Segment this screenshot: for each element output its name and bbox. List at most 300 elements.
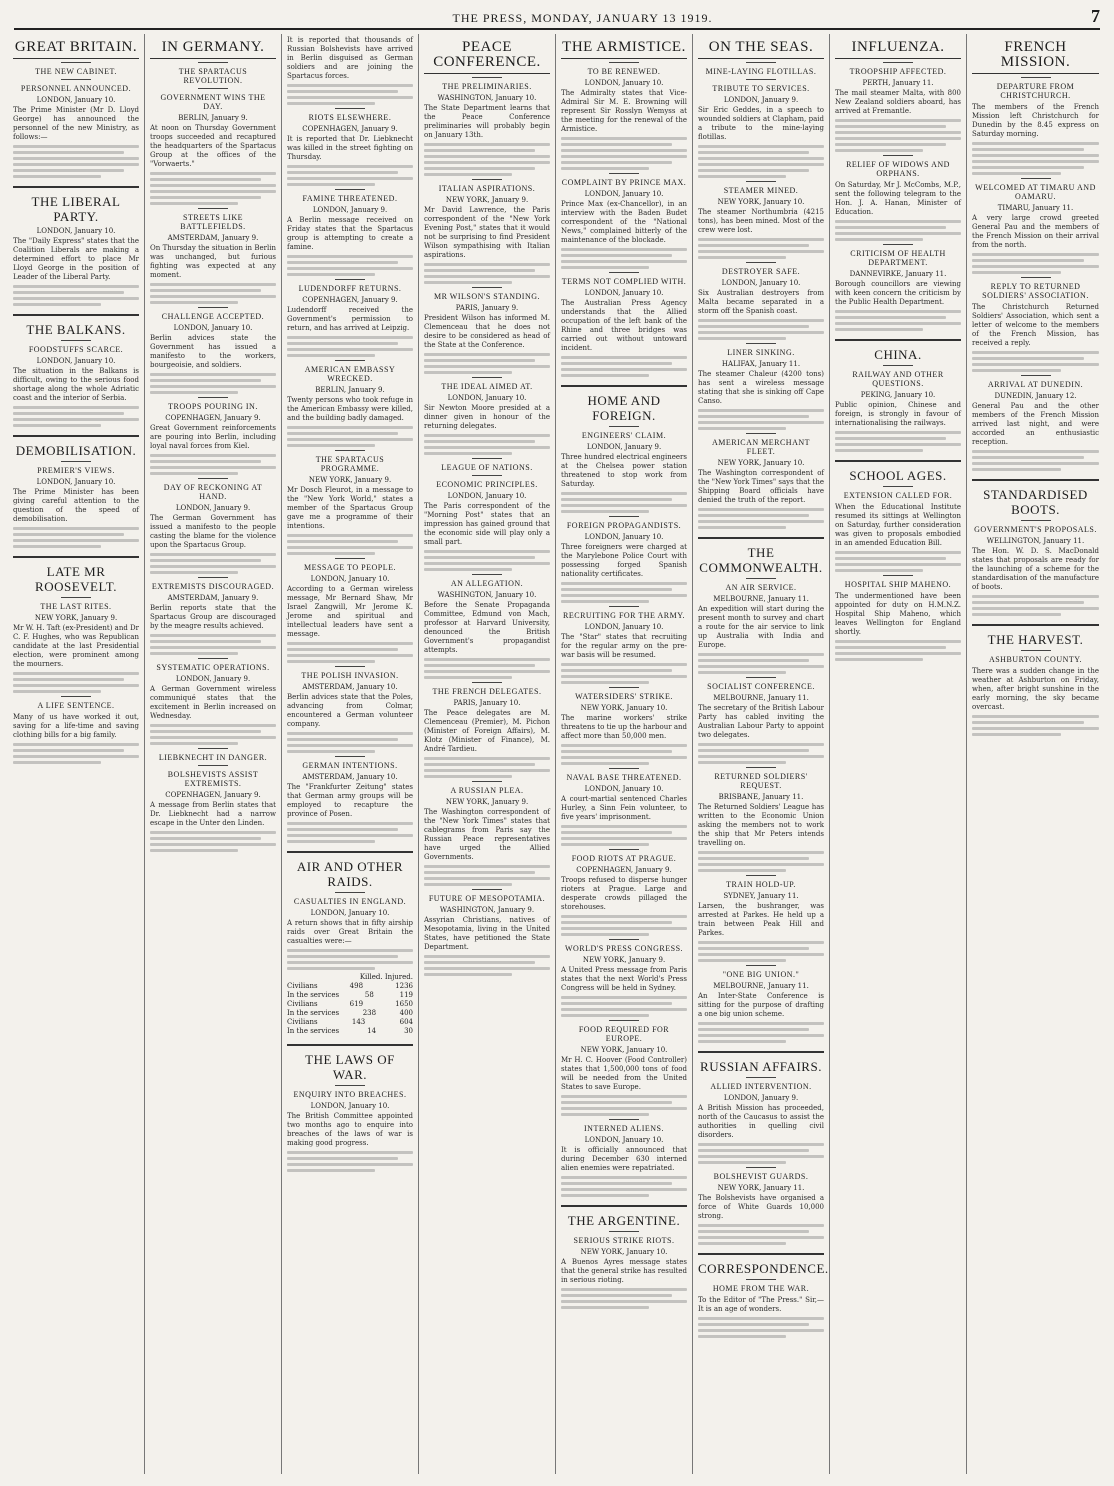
text-line	[287, 732, 413, 735]
article-body: It is officially announced that during December 630 interned alien enemies were repatriated.	[561, 1146, 687, 1172]
text-line	[835, 569, 923, 572]
divider	[609, 1020, 639, 1021]
subheading: "ONE BIG UNION."	[722, 970, 800, 979]
text-line	[150, 301, 238, 304]
text-line	[13, 169, 124, 172]
text-line	[424, 452, 512, 455]
text-line	[835, 232, 961, 235]
divider	[335, 558, 365, 559]
dateline: LONDON, January 10.	[584, 785, 664, 793]
text-line	[561, 681, 649, 684]
text-line	[698, 869, 786, 872]
text-line	[972, 450, 1099, 453]
article	[424, 889, 550, 976]
text-line	[287, 955, 398, 958]
text-line	[972, 172, 1061, 175]
text-line	[698, 749, 809, 752]
text-line	[561, 362, 672, 365]
divider	[198, 307, 228, 308]
subheading: FUTURE OF MESOPOTAMIA.	[428, 894, 546, 903]
casualty-injured: 604	[399, 1018, 413, 1026]
text-line	[424, 359, 535, 362]
article-body: An expedition will start during the present month to survey and chart a route for the air service to link up Australia with India and Europe.	[698, 605, 824, 649]
dateline: MELBOURNE, January 11.	[713, 982, 809, 990]
divider	[335, 756, 365, 757]
subheading: DAY OF RECKONING AT HAND.	[163, 483, 263, 501]
casualty-label: In the services	[287, 1009, 340, 1017]
text-line	[698, 1040, 786, 1043]
text-line	[561, 669, 672, 672]
text-line	[561, 675, 687, 678]
text-line	[972, 253, 1099, 256]
text-line	[150, 178, 261, 181]
column	[419, 34, 556, 1474]
dateline: LONDON, January 9.	[723, 96, 799, 104]
article	[424, 377, 550, 455]
article-headline: DEMOBILISATION.	[15, 443, 137, 458]
casualty-row	[287, 991, 413, 1000]
text-line	[972, 166, 1084, 169]
divider	[883, 155, 913, 156]
subheading: PREMIER'S VIEWS.	[37, 466, 115, 475]
text-line	[561, 921, 672, 924]
section-rule	[561, 1205, 687, 1207]
article-body: A very large crowd greeted General Pau and the members of the French Mission on their arrival from the north.	[972, 214, 1099, 249]
dateline: BERLIN, January 9.	[315, 386, 385, 394]
divider	[609, 1231, 639, 1232]
dateline: LONDON, January 10.	[36, 478, 116, 486]
article	[835, 460, 961, 572]
text-line	[424, 161, 550, 164]
article	[287, 189, 413, 276]
article	[13, 40, 139, 178]
divider	[472, 458, 502, 459]
text-line	[287, 348, 413, 351]
text-line	[150, 742, 238, 745]
divider	[472, 574, 502, 575]
text-line	[561, 1300, 687, 1303]
text-line	[561, 588, 672, 591]
text-line	[972, 462, 1099, 465]
divider	[1021, 178, 1051, 179]
article-headline: ON THE SEAS.	[698, 40, 824, 59]
divider	[609, 939, 639, 940]
article	[287, 450, 413, 555]
subheading: RELIEF OF WIDOWS AND ORPHANS.	[846, 160, 950, 178]
section-rule	[13, 314, 139, 316]
article	[561, 1119, 687, 1197]
subheading: TROOPSHIP AFFECTED.	[849, 67, 947, 76]
text-line	[972, 265, 1099, 268]
subheading: HOME FROM THE WAR.	[712, 1284, 810, 1293]
dateline: COPENHAGEN, January 9.	[165, 414, 261, 422]
dateline: LONDON, January 9.	[175, 675, 251, 683]
text-line	[150, 843, 276, 846]
text-line	[561, 750, 672, 753]
text-line	[150, 472, 238, 475]
dateline: AMSTERDAM, January 10.	[302, 773, 398, 781]
article-body: The British Committee appointed two months ago to enquire into breaches of the laws of war is making good progress.	[287, 1112, 413, 1147]
article-body: The "Daily Express" states that the Coalition Liberals are making a determined effort to place Mr Lloyd George in the position of Leader of the Liberal Party.	[13, 237, 139, 281]
text-line	[287, 177, 413, 180]
text-line	[698, 863, 824, 866]
text-line	[424, 775, 512, 778]
article-headline: LATE MR ROOSEVELT.	[35, 564, 117, 594]
subheading: A RUSSIAN PLEA.	[450, 786, 524, 795]
text-line	[287, 1169, 375, 1172]
text-line	[835, 125, 946, 128]
dateline: MELBOURNE, January 11.	[713, 694, 809, 702]
text-line	[561, 915, 687, 918]
article-body: Twenty persons who took refuge in the American Embassy were killed, and the building badly damaged.	[287, 396, 413, 422]
divider	[746, 1077, 776, 1078]
section-rule	[13, 435, 139, 437]
article-body: The Washington correspondent of the "New York Times" says that the Shipping Board officials have denied the truth of the report.	[698, 469, 824, 504]
dateline: PARIS, January 10.	[453, 699, 521, 707]
text-line	[424, 440, 535, 443]
text-line	[287, 336, 413, 339]
text-line	[698, 947, 809, 950]
text-line	[835, 131, 961, 134]
text-line	[561, 582, 687, 585]
text-line	[698, 755, 824, 758]
subheading: EXTREMISTS DISCOURAGED.	[151, 582, 275, 591]
article	[835, 40, 961, 152]
article	[972, 375, 1099, 471]
article-body: President Wilson has informed M. Clemenceau that he does not desire to be considered as head of the State at the Conference.	[424, 314, 550, 349]
casualty-label: In the services	[287, 991, 340, 999]
article	[13, 435, 139, 548]
text-line	[698, 953, 824, 956]
text-line	[561, 510, 649, 513]
subheading: STEAMER MINED.	[723, 186, 799, 195]
text-line	[698, 653, 824, 656]
column	[145, 34, 282, 1474]
divider	[472, 77, 502, 78]
text-line	[698, 1224, 824, 1227]
divider	[61, 696, 91, 697]
text-line	[424, 769, 550, 772]
section-rule	[287, 1044, 413, 1046]
divider	[883, 486, 913, 487]
article	[424, 40, 550, 176]
article-body: Six Australian destroyers from Malta became separated in a storm off the Spanish coast.	[698, 289, 824, 315]
divider	[472, 889, 502, 890]
text-line	[698, 1242, 786, 1245]
text-line	[561, 492, 687, 495]
article-body: On Thursday the situation in Berlin was unchanged, but furious fighting was expected at any moment.	[150, 244, 276, 279]
divider	[746, 578, 776, 579]
article-body: The Returned Soldiers' League has written to the Economic Union asking the members not to work the ship that Mr Peters intends travelling on.	[698, 803, 824, 847]
text-line	[287, 540, 398, 543]
article	[424, 682, 550, 778]
subheading: THE NEW CABINET.	[35, 67, 117, 76]
divider	[61, 340, 91, 341]
text-line	[972, 363, 1099, 366]
text-line	[287, 552, 375, 555]
section-rule	[972, 624, 1099, 626]
text-line	[698, 145, 824, 148]
text-line	[698, 1022, 824, 1025]
divider	[883, 575, 913, 576]
article	[424, 574, 550, 679]
section-rule	[972, 479, 1099, 481]
subheading: EXTENSION CALLED FOR.	[843, 491, 953, 500]
text-line	[561, 933, 649, 936]
dateline: DUNEDIN, January 12.	[994, 392, 1077, 400]
text-line	[287, 828, 398, 831]
text-line	[698, 1323, 809, 1326]
text-line	[150, 184, 276, 187]
text-line	[698, 520, 824, 523]
article	[561, 385, 687, 513]
casualty-table-header: Killed. Injured.	[359, 973, 413, 981]
text-line	[424, 568, 512, 571]
text-line	[287, 1157, 398, 1160]
text-line	[698, 163, 824, 166]
text-line	[424, 664, 535, 667]
text-line	[13, 424, 101, 427]
casualty-killed: 14	[367, 1027, 377, 1035]
column	[830, 34, 967, 1474]
section-rule	[561, 385, 687, 387]
text-line	[835, 449, 923, 452]
casualty-row	[287, 1027, 413, 1036]
subheading: GOVERNMENT WINS THE DAY.	[160, 93, 266, 111]
article	[561, 1205, 687, 1309]
casualty-injured: 1236	[395, 982, 413, 990]
column	[693, 34, 830, 1474]
dateline: LONDON, January 10.	[173, 324, 253, 332]
dateline: WASHINGTON, January 9.	[439, 906, 535, 914]
article-body: General Pau and the other members of the French Mission arrived last night, and were accorded an enthusiastic reception.	[972, 402, 1099, 446]
subheading: THE FRENCH DELEGATES.	[432, 687, 542, 696]
dateline: COPENHAGEN, January 9.	[302, 296, 398, 304]
divider	[746, 62, 776, 63]
dateline: LONDON, January 10.	[36, 96, 116, 104]
text-line	[13, 527, 139, 530]
text-line	[287, 1151, 413, 1154]
text-line	[150, 391, 238, 394]
subheading: A LIFE SENTENCE.	[37, 701, 115, 710]
dateline: PARIS, January 9.	[455, 304, 519, 312]
text-line	[972, 613, 1061, 616]
dateline: LONDON, January 10.	[310, 909, 390, 917]
text-line	[150, 283, 276, 286]
dateline: LONDON, January 10.	[584, 1136, 664, 1144]
article-headline: INFLUENZA.	[835, 40, 961, 59]
article	[835, 244, 961, 331]
article-body: An Inter-State Conference is sitting for the purpose of drafting a one big union scheme.	[698, 992, 824, 1018]
dateline: LONDON, January 9.	[723, 1094, 799, 1102]
divider	[746, 875, 776, 876]
article-body: Assyrian Christians, natives of Mesopotamia, living in the United States, have petitioned the State Department.	[424, 916, 550, 951]
article-body: Sir Newton Moore presided at a dinner given in honour of the returning delegates.	[424, 404, 550, 430]
casualty-injured: 400	[399, 1009, 413, 1017]
text-line	[835, 238, 923, 241]
text-line	[561, 1101, 672, 1104]
dateline: COPENHAGEN, January 9.	[576, 866, 672, 874]
divider	[198, 397, 228, 398]
text-line	[13, 157, 139, 160]
text-line	[424, 955, 550, 958]
dateline: LONDON, January 10.	[447, 492, 527, 500]
divider	[198, 765, 228, 766]
text-line	[972, 715, 1099, 718]
text-line	[561, 1113, 649, 1116]
divider	[198, 748, 228, 749]
text-line	[972, 601, 1084, 604]
subheading: TO BE RENEWED.	[587, 67, 661, 76]
text-line	[287, 342, 398, 345]
divider	[1021, 650, 1051, 651]
article-body: Mr David Lawrence, the Paris correspondent of the "New York Evening Post," states that it would not be surprising to find President Wilson sympathising with Italian aspirations.	[424, 206, 550, 259]
text-line	[561, 927, 687, 930]
subheading: STREETS LIKE BATTLEFIELDS.	[180, 213, 246, 231]
article-headline: THE LIBERAL PARTY.	[31, 194, 121, 224]
dateline: LONDON, January 10.	[721, 279, 801, 287]
text-line	[150, 460, 261, 463]
text-line	[835, 119, 961, 122]
subheading: HOSPITAL SHIP MAHENO.	[844, 580, 952, 589]
article	[287, 36, 413, 105]
text-line	[150, 652, 238, 655]
text-line	[561, 149, 687, 152]
text-line	[698, 526, 786, 529]
text-line	[561, 762, 649, 765]
subheading: FAMINE THREATENED.	[302, 194, 398, 203]
article	[287, 666, 413, 753]
text-line	[561, 1008, 687, 1011]
article	[698, 767, 824, 872]
text-line	[561, 825, 687, 828]
casualty-row	[287, 1018, 413, 1027]
subheading: RETURNED SOLDIERS' REQUEST.	[714, 772, 808, 790]
article-body: The Paris correspondent of the "Morning Post" states that an impression has gained ground that the economic side will play only a small part.	[424, 502, 550, 546]
divider	[198, 88, 228, 89]
text-line	[424, 877, 550, 880]
text-line	[424, 155, 550, 158]
text-line	[150, 454, 276, 457]
article-body: The State Department learns that the Peace Conference preliminaries will probably begin on January 13th.	[424, 104, 550, 139]
divider	[609, 606, 639, 607]
article-body: The Bolshevists have organised a force of White Guards 10,000 strong.	[698, 1194, 824, 1220]
subheading: MESSAGE TO PEOPLE.	[303, 563, 397, 572]
article	[698, 181, 824, 259]
dateline: LONDON, January 10.	[36, 357, 116, 365]
text-line	[424, 167, 535, 170]
article-body: Berlin advices state that the Poles, advancing from Colmar, encountered a German volunteer company.	[287, 693, 413, 728]
article	[698, 677, 824, 764]
article	[287, 360, 413, 447]
text-line	[150, 646, 276, 649]
article	[698, 40, 824, 178]
text-line	[424, 676, 512, 679]
text-line	[13, 303, 101, 306]
text-line	[835, 652, 961, 655]
dateline: PEKING, January 10.	[860, 391, 936, 399]
text-line	[698, 151, 809, 154]
article-body: A German Government wireless communiqué states that the excitement in Berlin increased on Wednesday.	[150, 685, 276, 720]
subheading: THE SPARTACUS REVOLUTION.	[178, 67, 248, 85]
divider	[746, 1167, 776, 1168]
article-body: The undermentioned have been appointed for duty on H.M.N.Z. Hospital Ship Maheno, which leaves Wellington for England shortly.	[835, 592, 961, 636]
column	[282, 34, 419, 1474]
text-line	[972, 595, 1099, 598]
text-line	[13, 533, 124, 536]
text-line	[424, 883, 512, 886]
text-line	[287, 96, 413, 99]
text-line	[698, 941, 824, 944]
article-body: The Admiralty states that Vice-Admiral Sir M. E. Browning will represent Sir Rosslyn Wemyss at the meeting for the renewal of the Armistice.	[561, 89, 687, 133]
text-line	[698, 250, 824, 253]
text-line	[835, 443, 961, 446]
text-line	[287, 840, 375, 843]
text-line	[150, 837, 261, 840]
text-line	[150, 724, 276, 727]
text-line	[150, 640, 261, 643]
article	[972, 277, 1099, 372]
text-line	[13, 690, 101, 693]
article-body: Ludendorff received the Government's permission to return, and has arrived at Leipzig.	[287, 306, 413, 332]
article	[835, 339, 961, 452]
divider	[335, 1085, 365, 1086]
subheading: GOVERNMENT'S PROPOSALS.	[974, 525, 1097, 534]
divider	[198, 478, 228, 479]
dateline: PERTH, January 11.	[862, 79, 934, 87]
article	[150, 658, 276, 745]
text-line	[150, 190, 276, 193]
dateline: LONDON, January 10.	[36, 227, 116, 235]
text-line	[561, 600, 649, 603]
article-body: The Peace delegates are M. Clemenceau (Premier), M. Pichon (Minister of Foreign Affairs), M. Klotz (Minister of Finance), M. André Tardieu.	[424, 709, 550, 753]
text-line	[13, 406, 139, 409]
subheading: FOODSTUFFS SCARCE.	[28, 345, 124, 354]
divider	[61, 62, 91, 63]
text-line	[561, 1306, 649, 1309]
text-line	[424, 562, 550, 565]
text-line	[424, 263, 550, 266]
text-line	[972, 259, 1084, 262]
dateline: LONDON, January 9.	[312, 206, 388, 214]
text-line	[13, 175, 101, 178]
text-line	[424, 550, 550, 553]
article-body: The "Frankfurter Zeitung" states that German army groups will be employed to recapture the province of Posen.	[287, 783, 413, 818]
dateline: DANNEVIRKE, January 11.	[849, 270, 947, 278]
article-body: The marine workers' strike threatens to tie up the harbour and affect more than 50,000 men.	[561, 714, 687, 740]
text-line	[561, 996, 687, 999]
article	[150, 397, 276, 475]
text-line	[13, 755, 139, 758]
page-number: 7	[1091, 6, 1100, 26]
text-line	[287, 84, 413, 87]
text-line	[424, 967, 550, 970]
article	[835, 575, 961, 661]
text-line	[835, 310, 961, 313]
subheading: INTERNED ALIENS.	[584, 1124, 664, 1133]
subheading: RIOTS ELSEWHERE.	[308, 113, 392, 122]
text-line	[561, 254, 672, 257]
article	[972, 624, 1099, 736]
text-line	[698, 1230, 809, 1233]
divider	[609, 687, 639, 688]
article-body: Berlin advices state the Government has issued a manifesto to the workers, bourgeoisie, and soldiers.	[150, 334, 276, 369]
text-line	[561, 1188, 687, 1191]
text-line	[287, 102, 375, 105]
text-line	[561, 368, 687, 371]
text-line	[698, 421, 824, 424]
divider	[198, 62, 228, 63]
